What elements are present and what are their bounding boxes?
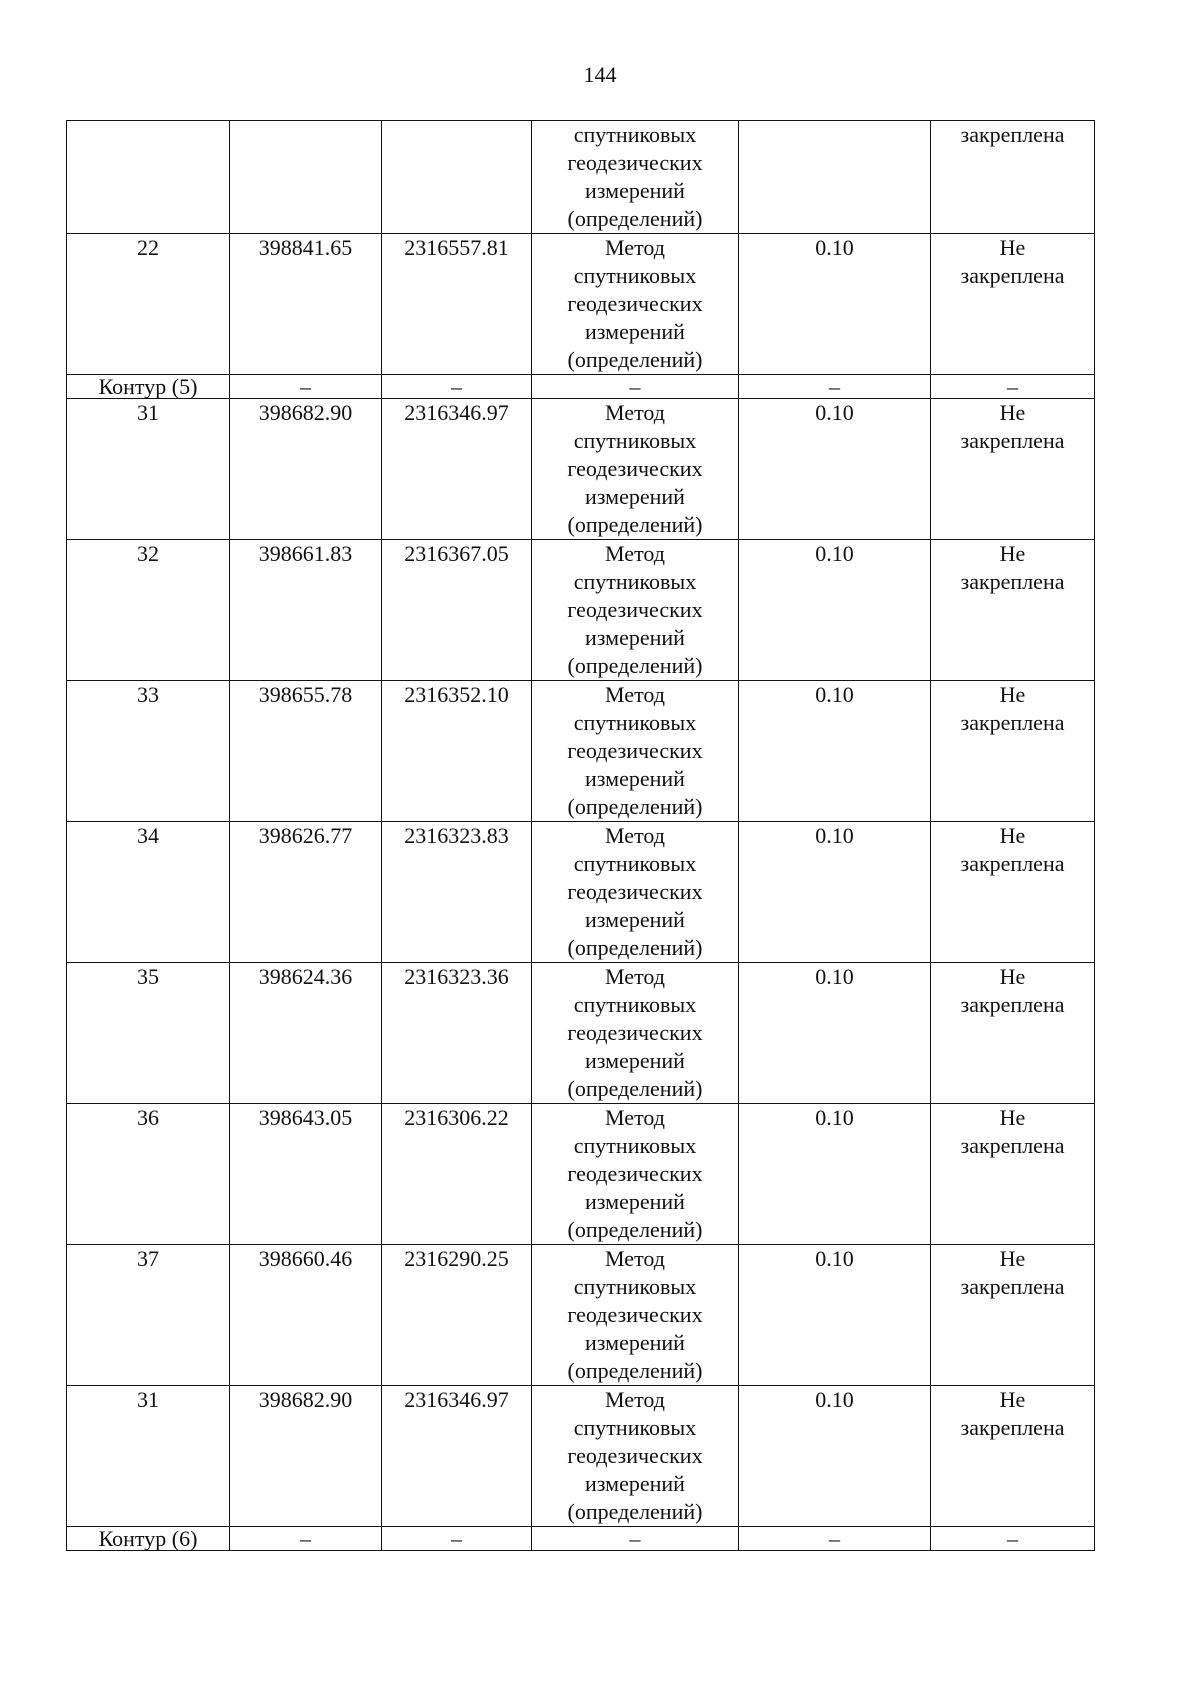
method-line: (определений) xyxy=(567,206,703,231)
fixation-line: Не xyxy=(999,964,1026,989)
method-cell xyxy=(532,681,739,822)
coordinates-table-body xyxy=(67,121,1095,1551)
method-line: спутниковых xyxy=(573,263,697,288)
fixation-line: закреплена xyxy=(960,1415,1065,1440)
point-number-cell xyxy=(67,121,230,234)
method-line: (определений) xyxy=(567,794,703,819)
method-line: Метод xyxy=(605,1246,665,1271)
method-cell xyxy=(532,121,739,234)
method-cell xyxy=(532,822,739,963)
method-line: спутниковых xyxy=(573,428,697,453)
accuracy-cell xyxy=(739,121,931,234)
method-line: (определений) xyxy=(567,935,703,960)
method-line: (определений) xyxy=(567,347,703,372)
method-line: геодезических xyxy=(567,1020,703,1045)
method-line: измерений xyxy=(585,1048,685,1073)
x-coordinate-cell: 398643.05 xyxy=(230,1104,382,1245)
y-coordinate-cell: 2316352.10 xyxy=(382,681,532,822)
y-coordinate-cell xyxy=(382,121,532,234)
y-coordinate-cell: 2316323.36 xyxy=(382,963,532,1104)
method-line: измерений xyxy=(585,1189,685,1214)
method-line: измерений xyxy=(585,1330,685,1355)
method-line: геодезических xyxy=(567,456,703,481)
table-row xyxy=(67,963,1095,1104)
method-line: геодезических xyxy=(567,1302,703,1327)
table-row xyxy=(67,540,1095,681)
accuracy-cell: 0.10 xyxy=(739,963,931,1104)
accuracy-cell: 0.10 xyxy=(739,1245,931,1386)
method-line: спутниковых xyxy=(573,1274,697,1299)
y-coordinate-cell: 2316346.97 xyxy=(382,399,532,540)
accuracy-cell: 0.10 xyxy=(739,1386,931,1527)
method-line: Метод xyxy=(605,823,665,848)
method-line: измерений xyxy=(585,484,685,509)
fixation-cell xyxy=(931,399,1095,540)
x-coordinate-cell: 398655.78 xyxy=(230,681,382,822)
accuracy-cell: 0.10 xyxy=(739,540,931,681)
fixation-line: закреплена xyxy=(960,569,1065,594)
fixation-cell xyxy=(931,1104,1095,1245)
method-line: геодезических xyxy=(567,1161,703,1186)
method-line: геодезических xyxy=(567,1443,703,1468)
fixation-cell xyxy=(931,1245,1095,1386)
method-line: (определений) xyxy=(567,1217,703,1242)
empty-dash-cell: – xyxy=(230,375,382,399)
method-line: Метод xyxy=(605,400,665,425)
contour-label: Контур (5) xyxy=(67,375,230,399)
x-coordinate-cell: 398841.65 xyxy=(230,234,382,375)
x-coordinate-cell: 398624.36 xyxy=(230,963,382,1104)
method-line: измерений xyxy=(585,625,685,650)
fixation-line: Не xyxy=(999,541,1026,566)
x-coordinate-cell: 398682.90 xyxy=(230,399,382,540)
method-line: спутниковых xyxy=(573,992,697,1017)
fixation-line: Не xyxy=(999,682,1026,707)
method-line: (определений) xyxy=(567,1358,703,1383)
table-row xyxy=(67,1104,1095,1245)
table-row xyxy=(67,1245,1095,1386)
method-line: Метод xyxy=(605,235,665,260)
point-number-cell: 31 xyxy=(67,399,230,540)
fixation-line: закреплена xyxy=(960,263,1065,288)
accuracy-cell: 0.10 xyxy=(739,822,931,963)
contour-header-row xyxy=(67,1527,1095,1551)
method-line: спутниковых xyxy=(573,710,697,735)
empty-dash-cell: – xyxy=(739,375,931,399)
method-line: геодезических xyxy=(567,879,703,904)
method-cell xyxy=(532,963,739,1104)
table-row xyxy=(67,234,1095,375)
x-coordinate-cell xyxy=(230,121,382,234)
y-coordinate-cell: 2316367.05 xyxy=(382,540,532,681)
method-line: геодезических xyxy=(567,291,703,316)
fixation-line: закреплена xyxy=(960,710,1065,735)
x-coordinate-cell: 398682.90 xyxy=(230,1386,382,1527)
table-row xyxy=(67,1386,1095,1527)
y-coordinate-cell: 2316290.25 xyxy=(382,1245,532,1386)
x-coordinate-cell: 398661.83 xyxy=(230,540,382,681)
fixation-line: закреплена xyxy=(960,1274,1065,1299)
fixation-cell xyxy=(931,822,1095,963)
point-number-cell: 34 xyxy=(67,822,230,963)
fixation-line: Не xyxy=(999,1246,1026,1271)
empty-dash-cell: – xyxy=(230,1527,382,1551)
fixation-line: Не xyxy=(999,1387,1026,1412)
method-line: Метод xyxy=(605,541,665,566)
empty-dash-cell: – xyxy=(739,1527,931,1551)
method-line: геодезических xyxy=(567,150,703,175)
method-line: Метод xyxy=(605,682,665,707)
empty-dash-cell: – xyxy=(532,1527,739,1551)
fixation-line: Не xyxy=(999,1105,1026,1130)
method-cell xyxy=(532,399,739,540)
method-line: Метод xyxy=(605,1105,665,1130)
method-cell xyxy=(532,234,739,375)
method-cell xyxy=(532,540,739,681)
method-line: спутниковых xyxy=(573,851,697,876)
method-cell xyxy=(532,1245,739,1386)
method-line: спутниковых xyxy=(573,1133,697,1158)
method-line: (определений) xyxy=(567,1076,703,1101)
method-cell xyxy=(532,1104,739,1245)
point-number-cell: 31 xyxy=(67,1386,230,1527)
y-coordinate-cell: 2316306.22 xyxy=(382,1104,532,1245)
method-line: (определений) xyxy=(567,512,703,537)
table-row xyxy=(67,822,1095,963)
coordinates-table xyxy=(66,120,1095,1551)
point-number-cell: 37 xyxy=(67,1245,230,1386)
contour-header-row xyxy=(67,375,1095,399)
method-line: измерений xyxy=(585,907,685,932)
method-line: (определений) xyxy=(567,653,703,678)
fixation-line: закреплена xyxy=(960,428,1065,453)
empty-dash-cell: – xyxy=(382,1527,532,1551)
method-line: измерений xyxy=(585,1471,685,1496)
empty-dash-cell: – xyxy=(931,1527,1095,1551)
x-coordinate-cell: 398660.46 xyxy=(230,1245,382,1386)
method-line: геодезических xyxy=(567,738,703,763)
page-number: 144 xyxy=(583,62,617,87)
y-coordinate-cell: 2316346.97 xyxy=(382,1386,532,1527)
point-number-cell: 32 xyxy=(67,540,230,681)
fixation-line: Не xyxy=(999,235,1026,260)
table-row xyxy=(67,399,1095,540)
accuracy-cell: 0.10 xyxy=(739,681,931,822)
fixation-cell xyxy=(931,681,1095,822)
accuracy-cell: 0.10 xyxy=(739,1104,931,1245)
fixation-line: закреплена xyxy=(960,851,1065,876)
method-cell xyxy=(532,1386,739,1527)
y-coordinate-cell: 2316557.81 xyxy=(382,234,532,375)
fixation-cell xyxy=(931,121,1095,234)
method-line: геодезических xyxy=(567,597,703,622)
fixation-cell xyxy=(931,1386,1095,1527)
empty-dash-cell: – xyxy=(532,375,739,399)
method-line: Метод xyxy=(605,1387,665,1412)
y-coordinate-cell: 2316323.83 xyxy=(382,822,532,963)
method-line: спутниковых xyxy=(573,122,697,147)
fixation-line: Не xyxy=(999,823,1026,848)
accuracy-cell: 0.10 xyxy=(739,399,931,540)
method-line: измерений xyxy=(585,178,685,203)
point-number-cell: 36 xyxy=(67,1104,230,1245)
fixation-line: закреплена xyxy=(960,122,1065,147)
point-number-cell: 35 xyxy=(67,963,230,1104)
point-number-cell: 33 xyxy=(67,681,230,822)
method-line: измерений xyxy=(585,319,685,344)
empty-dash-cell: – xyxy=(382,375,532,399)
method-line: Метод xyxy=(605,964,665,989)
fixation-cell xyxy=(931,540,1095,681)
x-coordinate-cell: 398626.77 xyxy=(230,822,382,963)
empty-dash-cell: – xyxy=(931,375,1095,399)
table-row xyxy=(67,681,1095,822)
point-number-cell: 22 xyxy=(67,234,230,375)
continuation-row xyxy=(67,121,1095,234)
accuracy-cell: 0.10 xyxy=(739,234,931,375)
fixation-line: Не xyxy=(999,400,1026,425)
fixation-line: закреплена xyxy=(960,992,1065,1017)
fixation-line: закреплена xyxy=(960,1133,1065,1158)
method-line: спутниковых xyxy=(573,1415,697,1440)
fixation-cell xyxy=(931,963,1095,1104)
method-line: измерений xyxy=(585,766,685,791)
method-line: спутниковых xyxy=(573,569,697,594)
fixation-cell xyxy=(931,234,1095,375)
contour-label: Контур (6) xyxy=(67,1527,230,1551)
method-line: (определений) xyxy=(567,1499,703,1524)
